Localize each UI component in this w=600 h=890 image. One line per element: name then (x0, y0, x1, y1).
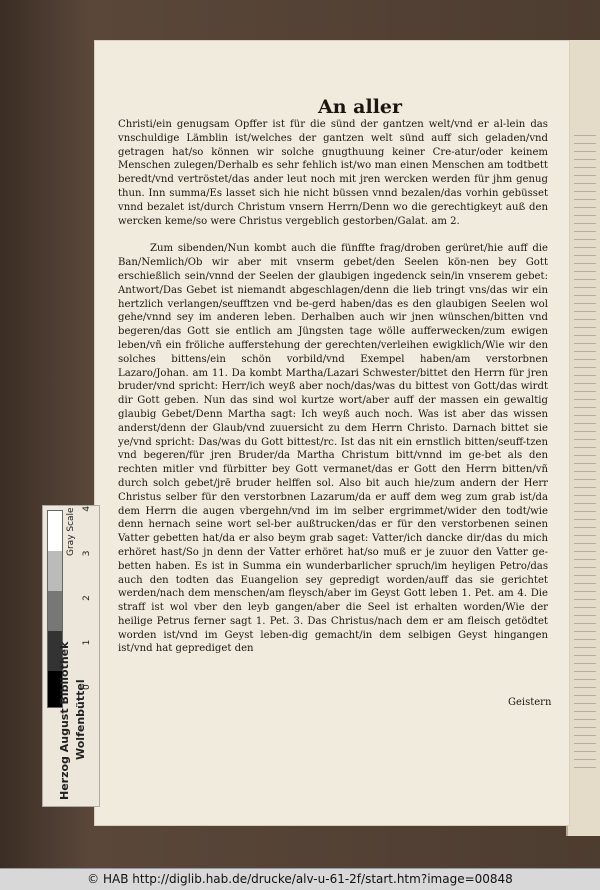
gray-scale-label: Gray Scale (66, 507, 76, 556)
library-location: Wolfenbüttel (74, 679, 87, 760)
catchword: Geistern (508, 697, 552, 708)
copyright-footer: © HAB http://diglib.hab.de/drucke/alv-u-61-2f/start.htm?image=00848 (0, 868, 600, 890)
ruler-numbers: 0 1 2 3 4 (82, 487, 92, 690)
library-name: Herzog August Bibliothek (58, 641, 71, 800)
gray-patch (48, 591, 62, 631)
paragraph-2: Zum sibenden/Nun kombt auch die fünffte frag/droben gerüret/hie auff die Ban/Nemlich/Ob wir aber mit vnserm gebet/den Seelen kön-nen bey Gott erschießlich sein/vnnd der Seelen der glaubigen ingedenck sein/in vnserem gebet: Antwort/Das Gebet ist niemandt abgeschlagen/denn die lieb tringt vns/das wir ein hertzlich verlangen/seufftzen vnd be-gerd haben/das es den glaubigen Seelen wol gehe/vnnd sey im anderen leben. Derhalben auch wir jnen wünschen/bitten vnd begeren/das Gott sie entlich am Jüngsten tage wölle aufferwecken/zum ewigen leben/vñ ein fröliche aufferstehung der gerechten/verleihen ewigklich/Wie wir den solches bittens/ein schön vorbild/vnd Exempel haben/am verstorbnen Lazaro/Johan. am 11. Da kombt Martha/Lazari Schwester/bittet den Herrn für jren bruder/vnd spricht: Herr/ich weyß aber noch/das/was du bittest von Gott/das wirdt dir Gott geben. Nun das sind wol kurtze wort/aber auff der massen ein gewaltig glaubig Gebet/Denn Martha sagt: Ich weyß auch noch. Was ist aber das wissen anderst/denn der Glaub/vnd zuuersicht zu dem Herrn Christo. Darnach bittet sie ye/vnd spricht: Das/was du Gott bittest/rc. Ist das nit ein ernstlich bitten/seuff-tzen vnd begeren/für jren Bruder/da Martha Christum bitt/vnnd im ge-bet als den rechten mitler vnd fürbitter bey Gott vermanet/das er Gott den Herrn bitten/vñ durch solch gebet/jrē bruder helffen sol. Also bit auch hie/zum andern der Herr Christus selber für den verstorbnen Lazarum/da er auff dem weg zum grab ist/da dem Herrn die augen vbergehn/vnd im im selber ergrimmet/wider den todt/wie denn hernach seine wort sel-ber außtrucken/das er für den verstorbenen seinen Vatter gebetten hat/da er also beym grab saget: Vatter/ich dancke dir/das du mich erhöret hast/So jn denn der Vatter erhöret hat/so muß er je zuuor den Vatter ge-betten haben. Es ist in Summa ein wunderbarlicher spruch/im heyligen Petro/das auch den todten das Euangelion sey gepredigt worden/auff das sie gerichtet werden/nach dem menschen/am fleysch/aber im Geyst Gott leben 1. Pet. am 4. Die straff ist wol vber den leyb gangen/aber die Seel ist erhalten worden/Wie der heilige Petrus ferner sagt 1. Pet. 3. Das Christus/nach dem er am fleisch getödtet worden ist/vnd im Geyst leben-dig gemacht/in dem selbigen Geyst hingangen ist/vnd hat geprediget den (118, 243, 548, 655)
paragraph-1: Christi/ein genugsam Opffer ist für die sünd der gantzen welt/vnd er al-lein das vnschuldige Lämblin ist/welches der gantzen welt sünd auff sich geladen/vnd getragen hat/so können wir solche gnugthuung keiner Cre-atur/oder keinem Menschen zulegen/Derhalb es sehr fehlich ist/wo man einen Menschen am todtbett beredt/vnd vertröstet/das ander leut noch mit jren wercken werden für jhm genug thun. Inn summa/Es lasset sich hie nicht büssen vnnd bezalen/das vorhin gebüsset vnnd bezalet ist/durch Christum vnsern Herrn/Denn wo die gerechtigkeyt auß den wercken keme/so were Christus vergeblich gestorben/Galat. am 2. (118, 119, 548, 227)
gray-patch (48, 511, 62, 551)
adjacent-page-text (574, 135, 596, 775)
adjacent-page-edge (566, 40, 600, 836)
gray-patch (48, 551, 62, 591)
page-heading: An aller (318, 96, 403, 118)
page-text (118, 118, 548, 656)
